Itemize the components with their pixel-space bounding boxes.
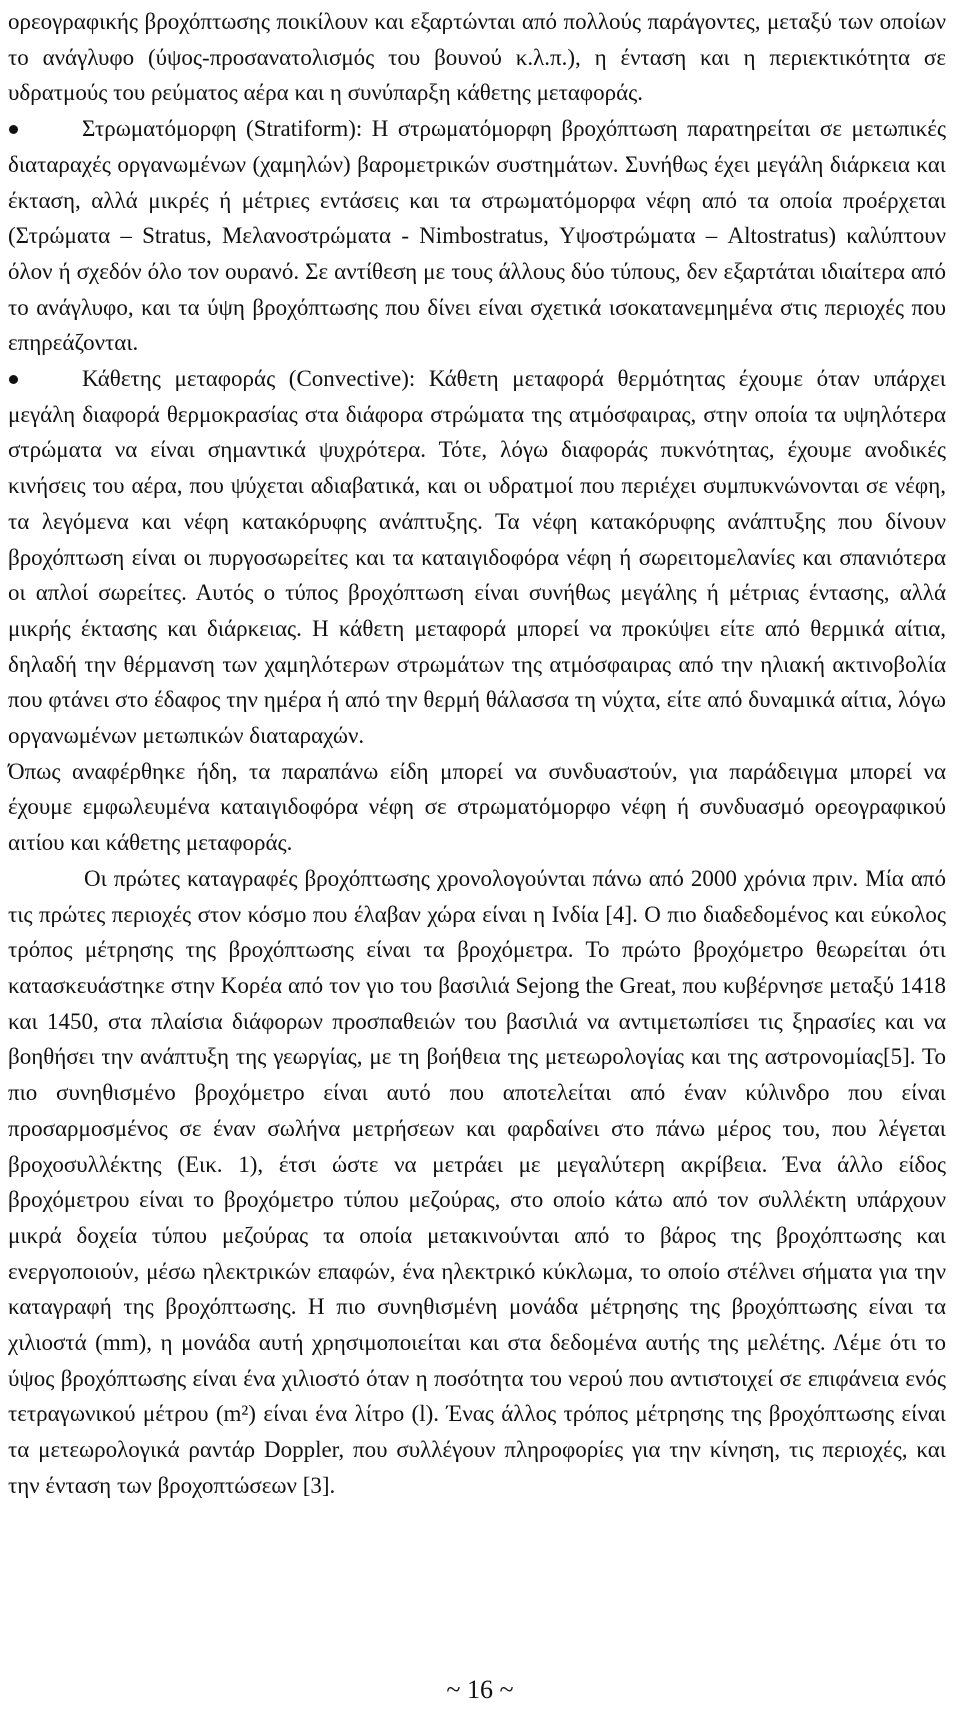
bullet-icon: [9, 375, 18, 384]
paragraph-combination-summary: Όπως αναφέρθηκε ήδη, τα παραπάνω είδη μπορεί να συνδυαστούν, για παράδειγμα μπορεί να έχουμε εμφωλευμένα καταιγιδοφόρα νέφη σε στρωματόμορφο νέφη ή συνδυασμό ορεογραφικού αιτίου και κάθετης μεταφοράς.: [8, 758, 946, 856]
paragraph-orographic-continuation: ορεογραφικής βροχόπτωσης ποικίλουν και εξαρτώνται από πολλούς παράγοντες, μεταξύ των οποίων το ανάγλυφο (ύψος-προσανατολισμός του βουνού κ.λ.π.), η ένταση και η περιεκτικότητα σε υδρατμούς του ρεύματος αέρα και η συνύπαρξη κάθετης μεταφοράς.: [8, 9, 946, 106]
paragraph-rain-gauge-history: Οι πρώτες καταγραφές βροχόπτωσης χρονολογούνται πάνω από 2000 χρόνια πριν. Μία από τις πρώτες περιοχές στον κόσμο που έλαβαν χώρα είναι η Ινδία [4]. Ο πιο διαδεδομένος και εύκολος τρόπος μέτρησης της βροχόπτωσης είναι τα βροχόμετρα. Το πρώτο βροχόμετρο θεωρείται ότι κατασκευάστηκε στην Κορέα από τον γιο του βασιλιά Sejong the Great, που κυβέρνησε μεταξύ 1418 και 1450, στα πλαίσια διάφορων προσπαθειών του βασιλιά να αντιμετωπίσει τις ξηρασίες και να βοηθήσει την ανάπτυξη της γεωργίας, με τη βοήθεια της μετεωρολογίας και της αστρονομίας[5]. Το πιο συνηθισμένο βροχόμετρο είναι αυτό που αποτελείται από έναν κύλινδρο που είναι προσαρμοσμένος σε έναν σωλήνα μετρήσεων και φαρδαίνει στο πάνω μέρος του, που λέγεται βροχοσυλλέκτης (Εικ. 1), έτσι ώστε να μετράει με μεγαλύτερη ακρίβεια. Ένα άλλο είδος βροχόμετρου είναι το βροχόμετρο τύπου μεζούρας, στο οποίο κάτω από τον συλλέκτη υπάρχουν μικρά δοχεία τύπου μεζούρας τα οποία μετακινούνται από το βάρος της βροχόπτωσης και ενεργοποιούν, μέσω ηλεκτρικών επαφών, ένα ηλεκτρικό κύκλωμα, το οποίο στέλνει σήματα για την καταγραφή της βροχόπτωσης. Η πιο συνηθισμένη μονάδα μέτρησης της βροχόπτωσης είναι τα χιλιοστά (mm), η μονάδα αυτή χρησιμοποιείται και στα δεδομένα αυτής της μελέτης. Λέμε ότι το ύψος βροχόπτωσης είναι ένα χιλιοστό όταν η ποσότητα του νερού που αντιστοιχεί σε επιφάνεια ενός τετραγωνικού μέτρου (m²) είναι ένα λίτρο (l). Ένας άλλος τρόπος μέτρησης της βροχόπτωσης είναι τα μετεωρολογικά ραντάρ Doppler, που συλλέγουν πληροφορίες για την κίνηση, τις περιοχές, και την ένταση των βροχοπτώσεων [3].: [8, 865, 946, 1498]
bullet-paragraph-stratiform: [8, 111, 946, 361]
bullet-icon: [9, 125, 18, 134]
bullet-paragraph-convective: [8, 361, 946, 754]
stratiform-text: Στρωματόμορφη (Stratiform): Η στρωματόμορφη βροχόπτωση παρατηρείται σε μετωπικές διαταραχές οργανωμένων (χαμηλών) βαρομετρικών συστημάτων. Συνήθως έχει μεγάλη διάρκεια και έκταση, αλλά μικρές ή μέτριες εντάσεις και τα στρωματόμορφα νέφη από τα οποία προέρχεται (Στρώματα – Stratus, Μελανοστρώματα - Nimbostratus, Υψοστρώματα – Altostratus) καλύπτουν όλον ή σχεδόν όλο τον ουρανό. Σε αντίθεση με τους άλλους δύο τύπους, δεν εξαρτάται ιδιαίτερα από το ανάγλυφο, και τα ύψη βροχόπτωσης που δίνει είναι σχετικά ισοκατανεμημένα στις περιοχές που επηρεάζονται.: [8, 116, 946, 356]
page-number: ~ 16 ~: [446, 1675, 514, 1704]
document-page: [8, 4, 946, 1504]
convective-text: Κάθετης μεταφοράς (Convective): Κάθετη μεταφορά θερμότητας έχουμε όταν υπάρχει μεγάλη διαφορά θερμοκρασίας στα διάφορα στρώματα της ατμόσφαιρας, στην οποία τα υψηλότερα στρώματα να είναι σημαντικά ψυχρότερα. Τότε, λόγω διαφοράς πυκνότητας, έχουμε ανοδικές κινήσεις του αέρα, που ψύχεται αδιαβατικά, και οι υδρατμοί που περιέχει συμπυκνώνονται σε νέφη, τα λεγόμενα και νέφη κατακόρυφης ανάπτυξης. Τα νέφη κατακόρυφης ανάπτυξης που δίνουν βροχόπτωση είναι οι πυργοσωρείτες και τα καταιγιδοφόρα νέφη ή σωρειτομελανίες και σπανιότερα οι απλοί σωρείτες. Αυτός ο τύπος βροχόπτωση είναι συνήθως μεγάλης ή μέτριας έντασης, αλλά μικρής έκτασης και διάρκειας. Η κάθετη μεταφορά μπορεί να προκύψει είτε από θερμικά αίτια, δηλαδή την θέρμανση των χαμηλότερων στρωμάτων της ατμόσφαιρας από την ηλιακή ακτινοβολία που φτάνει στο έδαφος την ημέρα ή από την θερμή θάλασσα τη νύχτα, είτε από δυναμικά αίτια, λόγω οργανωμένων μετωπικών διαταραχών.: [8, 366, 946, 749]
